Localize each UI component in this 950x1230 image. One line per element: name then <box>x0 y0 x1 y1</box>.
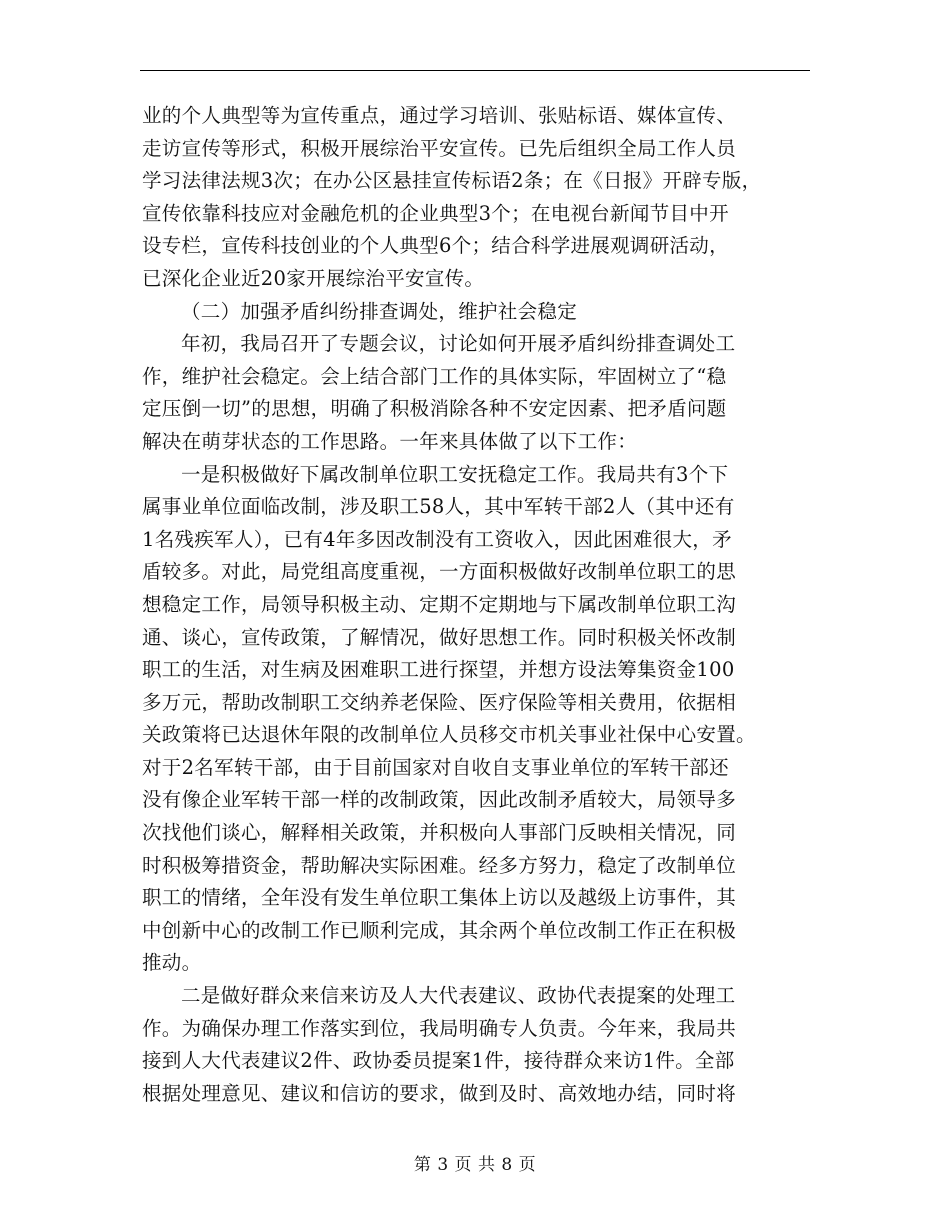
page-number-footer: 第 3 页 共 8 页 <box>413 1155 537 1175</box>
text-line: 1名残疾军人），已有4年多因改制没有工资收入，因此困难很大，矛 <box>142 527 732 551</box>
text-line: 已深化企业近20家开展综治平安宣传。 <box>142 266 485 290</box>
text-line: 想稳定工作，局领导积极主动、定期不定期地与下属改制单位职工沟 <box>142 592 737 616</box>
text-line: 中创新中心的改制工作已顺利完成，其余两个单位改制工作正在积极 <box>142 918 737 942</box>
text-line: 走访宣传等形式，积极开展综治平安宣传。已先后组织全局工作人员 <box>142 136 737 160</box>
text-line: 学习法律法规3次；在办公区悬挂宣传标语2条；在《日报》开辟专版， <box>142 169 762 193</box>
text-line: 属事业单位面临改制，涉及职工58人，其中军转干部2人（其中还有 <box>142 495 735 519</box>
text-line: 时积极筹措资金，帮助解决实际困难。经多方努力，稳定了改制单位 <box>142 853 737 877</box>
header-rule <box>140 70 810 71</box>
text-line: 年初，我局召开了专题会议，讨论如何开展矛盾纠纷排查调处工 <box>181 332 736 356</box>
text-line: 业的个人典型等为宣传重点，通过学习培训、张贴标语、媒体宣传、 <box>142 104 737 127</box>
text-line: 定压倒一切”的思想，明确了积极消除各种不安定因素、把矛盾问题 <box>142 397 727 421</box>
text-line: 没有像企业军转干部一样的改制政策，因此改制矛盾较大，局领导多 <box>142 788 737 812</box>
text-line: 职工的情绪，全年没有发生单位职工集体上访以及越级上访事件，其 <box>142 886 737 910</box>
text-line: 接到人大代表建议2件、政协委员提案1件，接待群众来访1件。全部 <box>142 1049 735 1073</box>
text-line: 次找他们谈心，解释相关政策，并积极向人事部门反映相关情况，同 <box>142 821 737 845</box>
text-line: 作。为确保办理工作落实到位，我局明确专人负责。今年来，我局共 <box>142 1016 737 1040</box>
text-line: 二是做好群众来信来访及人大代表建议、政协代表提案的处理工 <box>181 984 736 1008</box>
text-line: 解决在萌芽状态的工作思路。一年来具体做了以下工作： <box>142 429 638 453</box>
section-heading: （二）加强矛盾纠纷排查调处，维护社会稳定 <box>181 299 578 323</box>
text-line: 多万元，帮助改制职工交纳养老保险、医疗保险等相关费用，依据相 <box>142 690 737 714</box>
text-line: 盾较多。对此，局党组高度重视，一方面积极做好改制单位职工的思 <box>142 560 737 584</box>
text-line: 职工的生活，对生病及困难职工进行探望，并想方设法筹集资金100 <box>142 658 735 682</box>
text-line: 一是积极做好下属改制单位职工安抚稳定工作。我局共有3个下 <box>181 462 729 486</box>
text-line: 作，维护社会稳定。会上结合部门工作的具体实际，牢固树立了“稳 <box>142 364 727 388</box>
text-line: 对于2名军转干部，由于目前国家对自收自支事业单位的军转干部还 <box>142 755 729 779</box>
text-line: 宣传依靠科技应对金融危机的企业典型3个；在电视台新闻节目中开 <box>142 201 729 225</box>
body-text <box>142 100 822 1110</box>
text-line: 设专栏，宣传科技创业的个人典型6个；结合科学进展观调研活动， <box>142 234 729 258</box>
text-line: 关政策将已达退休年限的改制单位人员移交市机关事业社保中心安置。 <box>142 723 756 747</box>
text-line: 推动。 <box>142 951 202 975</box>
text-line: 通、谈心，宣传政策，了解情况，做好思想工作。同时积极关怀改制 <box>142 625 737 649</box>
text-line: 根据处理意见、建议和信访的要求，做到及时、高效地办结，同时将 <box>142 1081 737 1105</box>
